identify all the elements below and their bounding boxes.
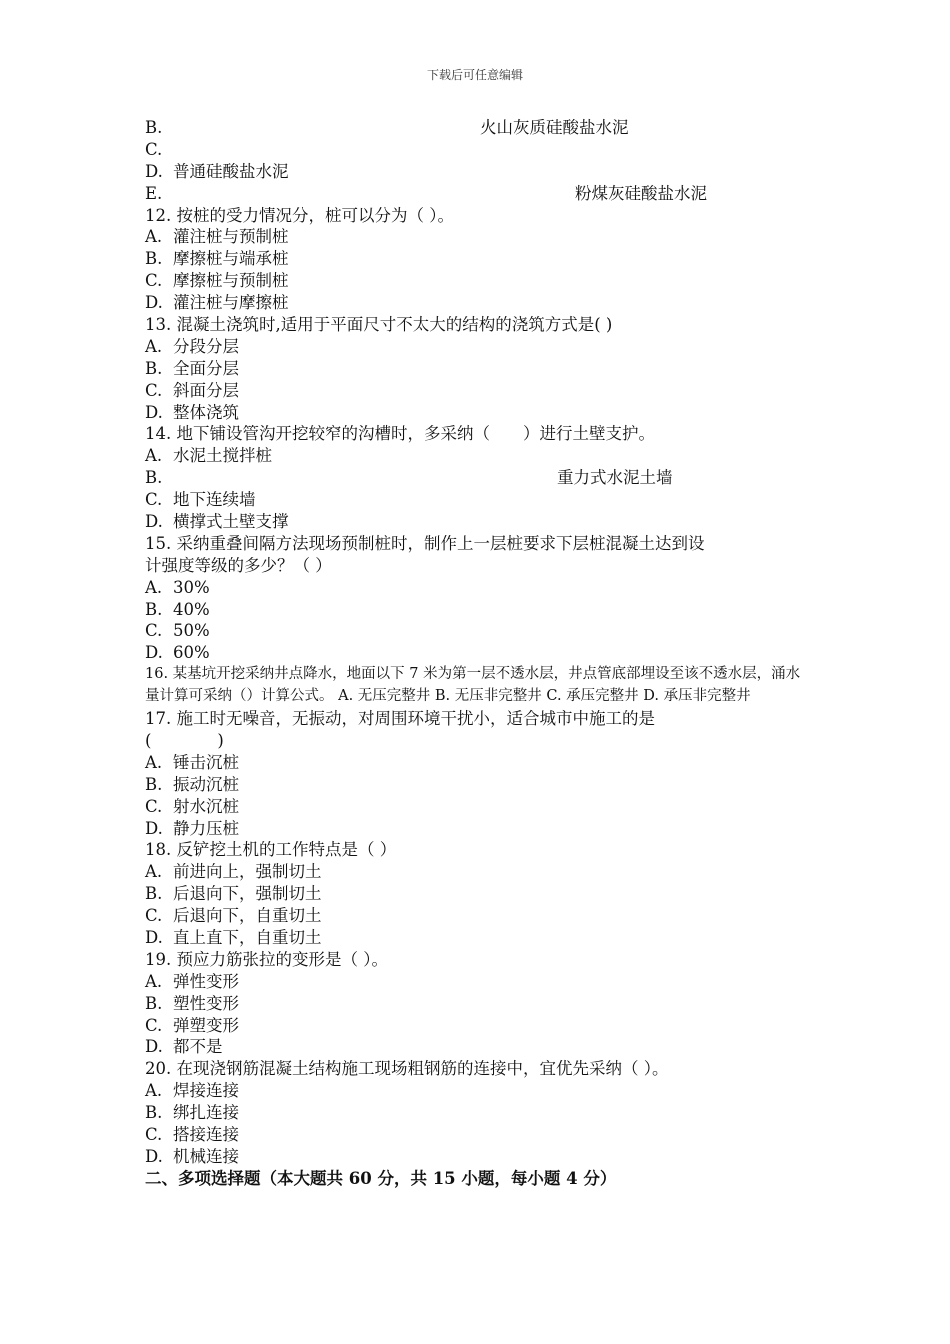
option-b: B. 火山灰质硅酸盐水泥 — [145, 118, 629, 137]
q18-option-c: C. 后退向下，自重切土 — [145, 906, 322, 926]
q17-option-b: B. 振动沉桩 — [145, 774, 239, 794]
question-content — [145, 117, 815, 1190]
q15-option-d: D. 60% — [145, 643, 210, 663]
q18-option-d: D. 直上直下，自重切土 — [145, 927, 322, 947]
q20-option-a: A. 焊接连接 — [145, 1081, 239, 1101]
section-title-multiple-choice: 二、多项选择题（本大题共 60 分，共 15 小题，每小题 4 分） — [145, 1168, 617, 1188]
q14-option-b: B. 重力式水泥土墙 — [145, 468, 673, 488]
q19-option-c: C. 弹塑变形 — [145, 1015, 239, 1035]
q15-option-a: A. 30% — [145, 577, 210, 597]
q13-option-c: C. 斜面分层 — [145, 380, 239, 400]
q18-option-b: B. 后退向下，强制切土 — [145, 884, 322, 904]
q13-option-b: B. 全面分层 — [145, 358, 239, 378]
question-15-stem-line1: 15. 采纳重叠间隔方法现场预制桩时，制作上一层桩要求下层桩混凝土达到设 — [145, 533, 705, 553]
q19-option-d: D. 都不是 — [145, 1037, 223, 1057]
q19-option-a: A. 弹性变形 — [145, 971, 239, 991]
question-17-stem-line2: ( ) — [145, 730, 224, 750]
option-e: E. 粉煤灰硅酸盐水泥 — [145, 183, 707, 203]
q18-option-a: A. 前进向上，强制切土 — [145, 862, 322, 882]
question-16: 16. 某基坑开挖采纳井点降水，地面以下 7 米为第一层不透水层，井点管底部埋设至该不透水层，涌水量计算可采纳（）计算公式。 A. 无压完整井 B. 无压非完整井 C. 承压完整井 D. 承压非完整井 — [145, 666, 801, 705]
question-14-stem: 14. 地下铺设管沟开挖较窄的沟槽时，多采纳（ ）进行土壁支护。 — [145, 424, 655, 444]
q13-option-d: D. 整体浇筑 — [145, 402, 239, 422]
q13-option-a: A. 分段分层 — [145, 336, 239, 356]
q17-option-c: C. 射水沉桩 — [145, 796, 239, 816]
question-12-stem: 12. 按桩的受力情况分，桩可以分为（ ）。 — [145, 205, 454, 225]
question-17-stem-line1: 17. 施工时无噪音，无振动，对周围环境干扰小，适合城市中施工的是 — [145, 709, 655, 729]
question-20-stem: 20. 在现浇钢筋混凝土结构施工现场粗钢筋的连接中，宜优先采纳（ ）。 — [145, 1059, 669, 1079]
q12-option-b: B. 摩擦桩与端承桩 — [145, 249, 289, 269]
q17-option-a: A. 锤击沉桩 — [145, 752, 239, 772]
question-13-stem: 13. 混凝土浇筑时,适用于平面尺寸不太大的结构的浇筑方式是( ) — [145, 315, 613, 335]
q12-option-a: A. 灌注桩与预制桩 — [145, 227, 289, 247]
q20-option-b: B. 绑扎连接 — [145, 1103, 239, 1123]
q15-option-c: C. 50% — [145, 621, 210, 641]
q17-option-d: D. 静力压桩 — [145, 818, 239, 838]
q19-option-b: B. 塑性变形 — [145, 993, 239, 1013]
q14-option-c: C. 地下连续墙 — [145, 490, 256, 510]
q14-option-d: D. 横撑式土壁支撑 — [145, 512, 289, 532]
q12-option-d: D. 灌注桩与摩擦桩 — [145, 293, 289, 313]
question-18-stem: 18. 反铲挖土机的工作特点是（ ） — [145, 840, 397, 860]
q20-option-c: C. 搭接连接 — [145, 1125, 239, 1144]
page-header: 下载后可任意编辑 — [426, 68, 523, 82]
q12-option-c: C. 摩擦桩与预制桩 — [145, 271, 289, 291]
question-19-stem: 19. 预应力筋张拉的变形是（ ）。 — [145, 949, 388, 969]
question-15-stem-line2: 计强度等级的多少？（ ） — [145, 555, 332, 575]
option-c: C. — [145, 139, 163, 159]
option-d: D. 普通硅酸盐水泥 — [145, 161, 289, 181]
q15-option-b: B. 40% — [145, 599, 210, 619]
q14-option-a: A. 水泥土搅拌桩 — [145, 446, 272, 466]
q20-option-d: D. 机械连接 — [145, 1146, 239, 1166]
